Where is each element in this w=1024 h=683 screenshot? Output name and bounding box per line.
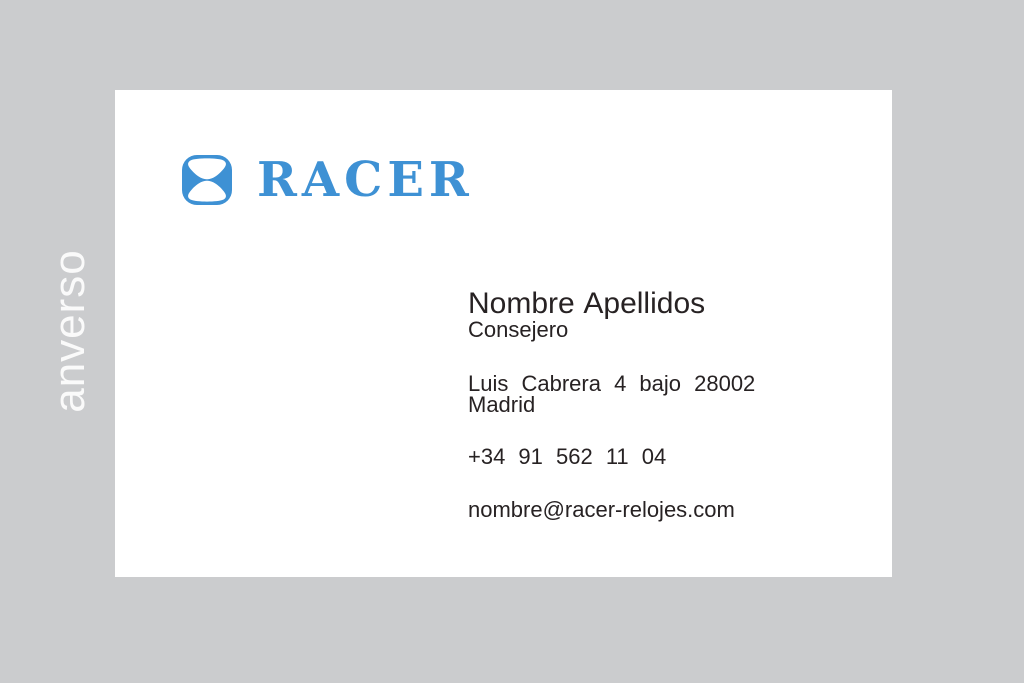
person-title: Consejero <box>468 317 569 342</box>
racer-hourglass-icon <box>182 155 232 205</box>
address-line-2: Madrid <box>468 392 536 417</box>
business-card-front <box>115 90 892 577</box>
phone-number: +34 91 562 11 04 <box>468 444 667 469</box>
address-line-1: Luis Cabrera 4 bajo 28002 <box>468 371 756 396</box>
postal-address <box>468 373 755 415</box>
racer-wordmark: RACER <box>257 152 474 208</box>
racer-logo <box>182 152 474 208</box>
person-name: Nombre Apellidos <box>468 287 706 320</box>
card-side-label: anverso <box>45 249 94 413</box>
email-address: nombre@racer-relojes.com <box>468 497 735 522</box>
